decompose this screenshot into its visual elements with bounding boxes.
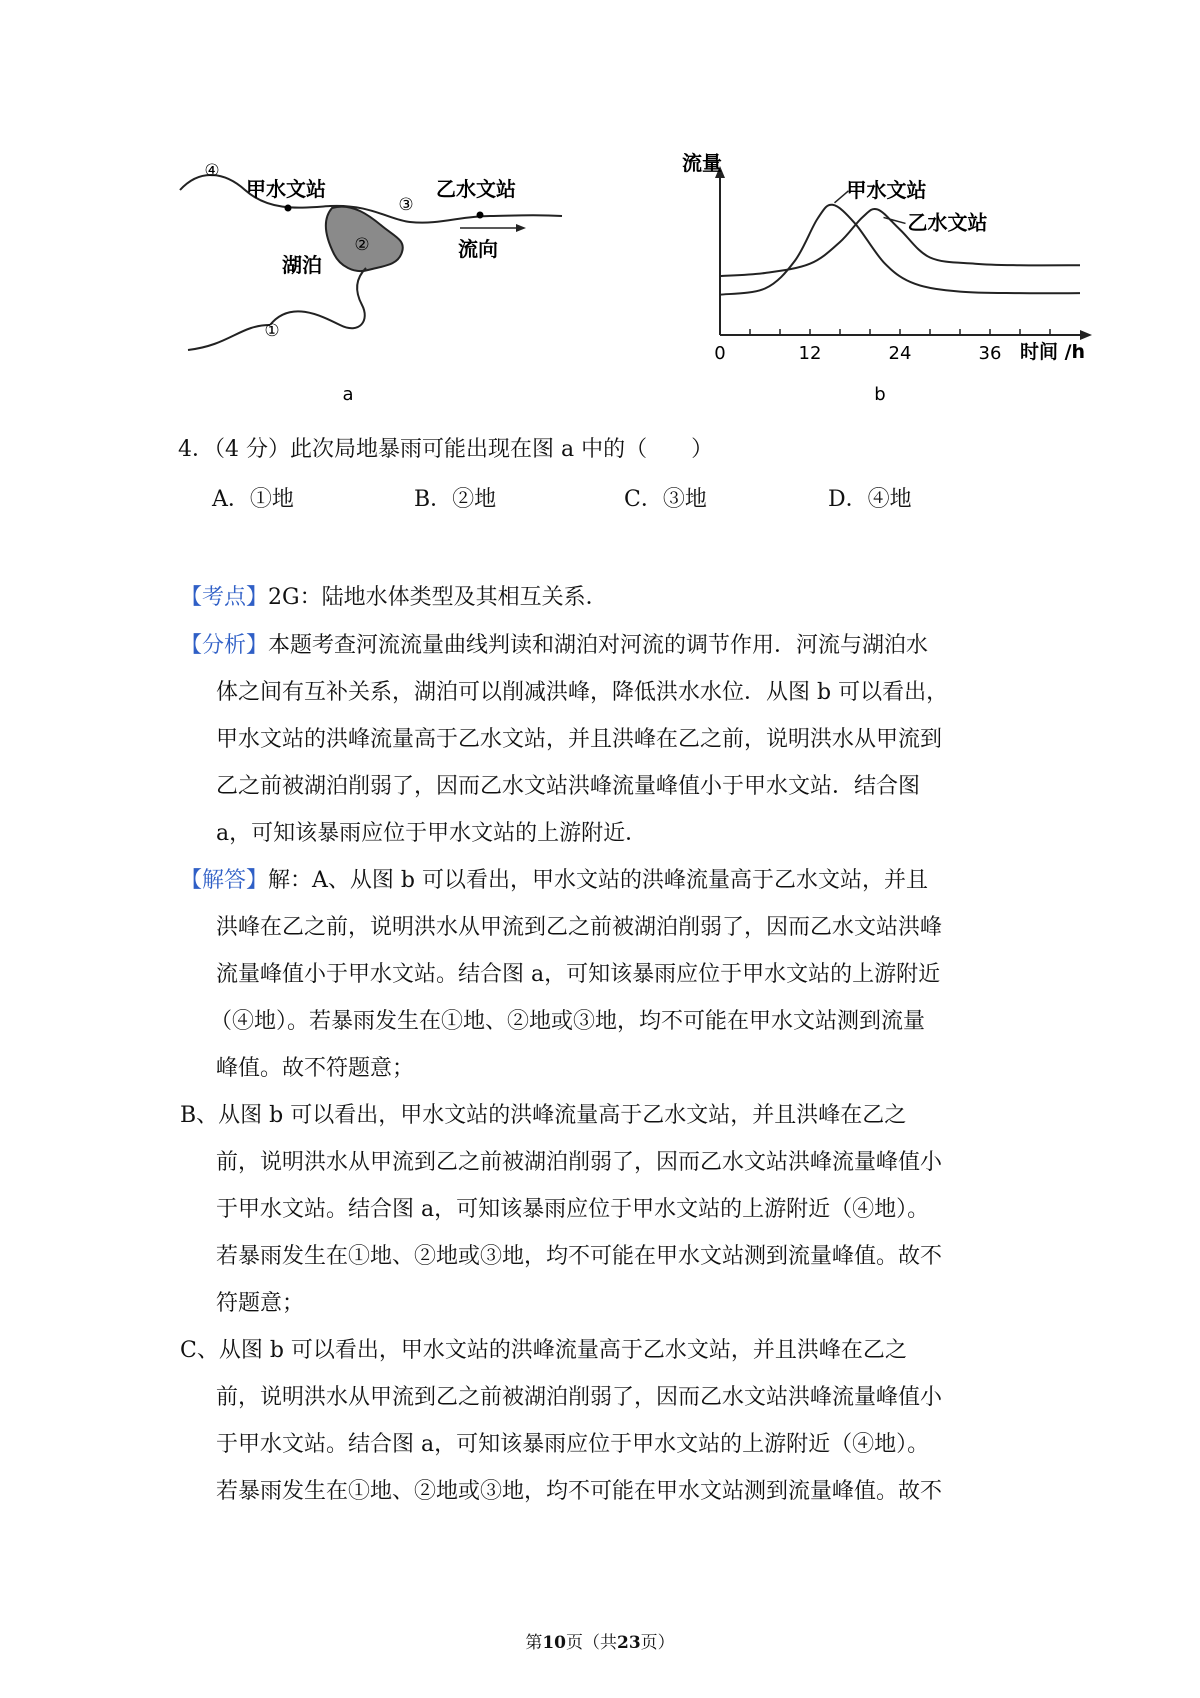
option-b-explanation-line: B、从图 b 可以看出，甲水文站的洪峰流量高于乙水文站，并且洪峰在乙之 <box>180 1103 907 1128</box>
fenxi-line: a，可知该暴雨应位于甲水文站的上游附近． <box>216 821 648 846</box>
x-axis-label: 时间 /h <box>1020 341 1086 363</box>
jieda-line: 峰值。故不符题意； <box>216 1056 415 1081</box>
jieda-line: 解：A、从图 b 可以看出，甲水文站的洪峰流量高于乙水文站，并且 <box>268 868 928 893</box>
page-number: 10 <box>542 1633 566 1653</box>
series-label-jia-station: 甲水文站 <box>846 177 927 202</box>
kaodian-text: 2G：陆地水体类型及其相互关系． <box>268 585 608 610</box>
marker-2: ② <box>354 235 370 255</box>
marker-4: ④ <box>204 161 220 181</box>
series-label-yi-station: 乙水文站 <box>907 210 988 235</box>
label-flow-direction: 流向 <box>458 237 498 261</box>
series-label-leader-yi <box>884 217 906 223</box>
jieda-line: 洪峰在乙之前，说明洪水从甲流到乙之前被湖泊削弱了，因而乙水文站洪峰 <box>216 915 943 940</box>
label-yi-station: 乙水文站 <box>436 177 516 201</box>
marker-1: ① <box>264 321 280 341</box>
question-stem: 4．（4 分）此次局地暴雨可能出现在图 a 中的（ ） <box>178 437 714 462</box>
x-tick-label: 12 <box>798 343 822 364</box>
figure-a-caption: a <box>342 384 354 405</box>
fenxi-line: 本题考查河流流量曲线判读和湖泊对河流的调节作用．河流与湖泊水 <box>268 633 929 658</box>
figure-b-chart <box>680 150 1100 410</box>
footer-middle: 页（共 <box>566 1633 617 1653</box>
series-jia-station-line <box>720 205 1080 295</box>
fenxi-tag: 【分析】 <box>180 633 269 658</box>
option-a: A．①地 <box>212 487 294 512</box>
x-tick-label: 0 <box>714 343 726 364</box>
figure-b-caption: b <box>874 384 886 405</box>
series-yi-station-line <box>720 209 1080 276</box>
label-jia-station: 甲水文站 <box>246 177 326 201</box>
x-tick-label: 36 <box>978 343 1002 364</box>
page-footer <box>0 1628 1200 1653</box>
jieda-line: （④地）。若暴雨发生在①地、②地或③地，均不可能在甲水文站测到流量 <box>210 1009 926 1034</box>
fenxi-line: 甲水文站的洪峰流量高于乙水文站，并且洪峰在乙之前，说明洪水从甲流到 <box>216 727 943 752</box>
option-c-explanation-line: 若暴雨发生在①地、②地或③地，均不可能在甲水文站测到流量峰值。故不 <box>216 1479 943 1504</box>
option-b-explanation-line: 前，说明洪水从甲流到乙之前被湖泊削弱了，因而乙水文站洪峰流量峰值小 <box>216 1150 943 1175</box>
kaodian-tag: 【考点】 <box>180 585 269 610</box>
total-pages: 23 <box>617 1633 641 1653</box>
figure-a-map <box>170 150 590 410</box>
y-axis-label: 流量 <box>682 151 722 175</box>
option-b-explanation-line: 于甲水文站。结合图 a，可知该暴雨应位于甲水文站的上游附近（④地）。 <box>216 1197 930 1222</box>
option-c-explanation-line: 前，说明洪水从甲流到乙之前被湖泊削弱了，因而乙水文站洪峰流量峰值小 <box>216 1385 943 1410</box>
option-c: C．③地 <box>624 487 707 512</box>
marker-3: ③ <box>398 195 414 215</box>
footer-prefix: 第 <box>525 1633 543 1653</box>
fenxi-line: 乙之前被湖泊削弱了，因而乙水文站洪峰流量峰值小于甲水文站．结合图 <box>216 774 921 799</box>
jieda-tag: 【解答】 <box>180 868 269 893</box>
jia-station-dot <box>285 205 292 212</box>
footer-suffix: 页） <box>640 1633 675 1653</box>
x-axis-arrow <box>1080 330 1092 340</box>
x-tick-label: 24 <box>888 343 912 364</box>
label-lake: 湖泊 <box>282 253 322 277</box>
fenxi-line: 体之间有互补关系，湖泊可以削减洪峰，降低洪水水位．从图 b 可以看出， <box>216 680 949 705</box>
jieda-line: 流量峰值小于甲水文站。结合图 a，可知该暴雨应位于甲水文站的上游附近 <box>216 962 941 987</box>
option-c-explanation-line: C、从图 b 可以看出，甲水文站的洪峰流量高于乙水文站，并且洪峰在乙之 <box>180 1338 907 1363</box>
option-b-explanation-line: 符题意； <box>216 1291 305 1316</box>
option-c-explanation-line: 于甲水文站。结合图 a，可知该暴雨应位于甲水文站的上游附近（④地）。 <box>216 1432 930 1457</box>
option-b: B．②地 <box>414 487 497 512</box>
yi-station-dot <box>477 212 484 219</box>
option-d: D．④地 <box>828 487 912 512</box>
option-b-explanation-line: 若暴雨发生在①地、②地或③地，均不可能在甲水文站测到流量峰值。故不 <box>216 1244 943 1269</box>
